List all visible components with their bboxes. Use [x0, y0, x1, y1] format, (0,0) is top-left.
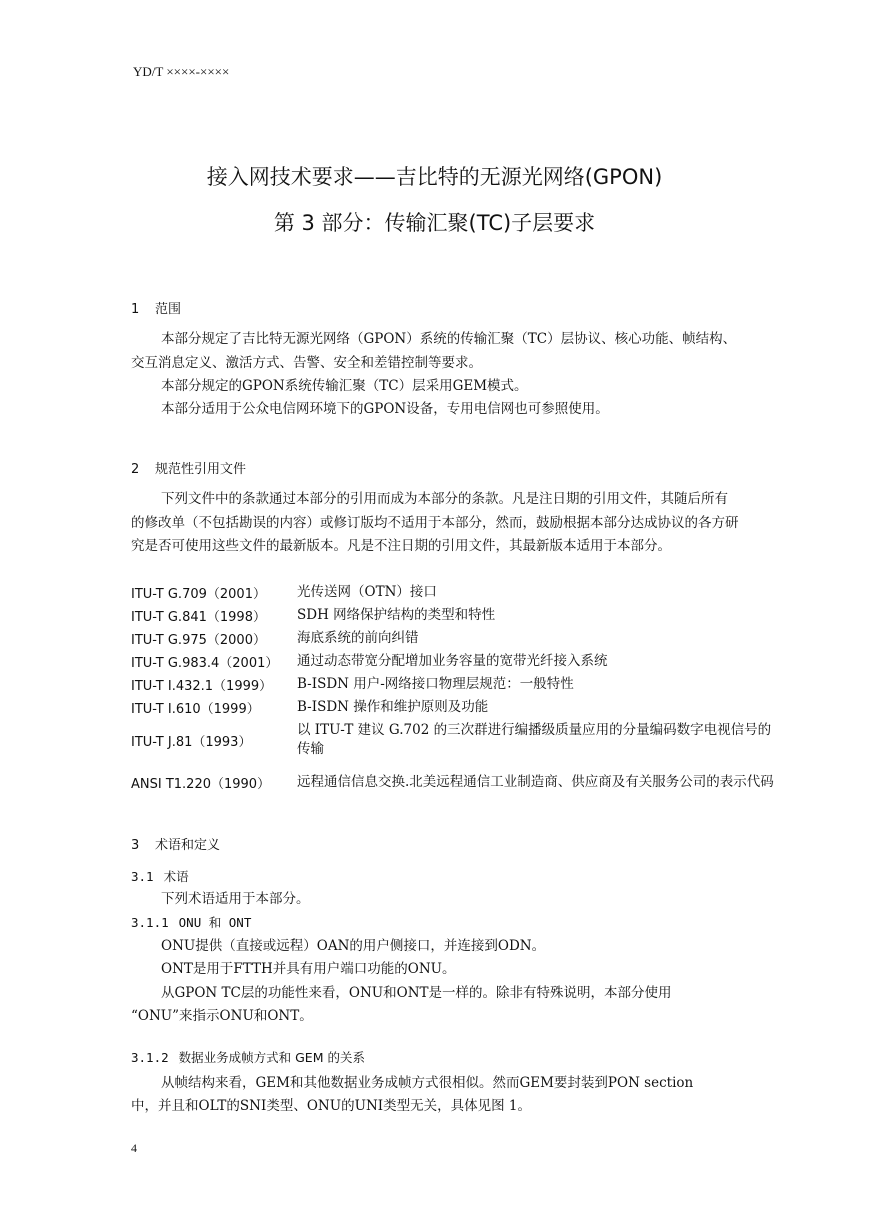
section-1-heading [131, 298, 181, 317]
section-number: 2 [131, 462, 140, 477]
subsection-title: 术语 [163, 869, 189, 884]
reference-code: ITU-T G.983.4（2001） [131, 656, 279, 671]
reference-row [131, 696, 775, 719]
definition-line-2: ONT是用于FTTH并具有用户端口功能的ONU。 [161, 961, 456, 977]
reference-row [131, 673, 775, 696]
reference-row [131, 761, 775, 803]
reference-row [131, 604, 775, 627]
section-title: 范围 [155, 302, 182, 317]
subsection-number: 3.1 [131, 869, 154, 884]
reference-title: 通过动态带宽分配增加业务容量的宽带光纤接入系统 [297, 653, 608, 669]
reference-title: B-ISDN 操作和维护原则及功能 [297, 699, 489, 715]
section-1-paragraph-2: 本部分规定的GPON系统传输汇聚（TC）层采用GEM模式。 [161, 378, 528, 394]
reference-code: ITU-T G.975（2000） [131, 633, 266, 648]
reference-title: 海底系统的前向纠错 [297, 630, 419, 646]
subsection-title: 数据业务成帧方式和 GEM 的关系 [178, 1050, 365, 1065]
subsection-3-1-1-heading [131, 913, 251, 931]
reference-title: SDH 网络保护结构的类型和特性 [297, 607, 496, 623]
definition-line-3: 从GPON TC层的功能性来看，ONU和ONT是一样的。除非有特殊说明，本部分使用 [161, 985, 672, 1001]
subsection-title: ONU 和 ONT [178, 915, 252, 930]
reference-row [131, 719, 775, 761]
document-title: 接入网技术要求——吉比特的无源光网络(GPON) [206, 165, 663, 189]
subsection-3-1-intro: 下列术语适用于本部分。 [161, 891, 310, 907]
subsection-number: 3.1.2 [131, 1050, 169, 1065]
subsection-3-1-heading [131, 867, 189, 885]
part-title: 第 3 部分：传输汇聚(TC)子层要求 [273, 211, 596, 235]
definition-line-1: ONU提供（直接或远程）OAN的用户侧接口，并连接到ODN。 [161, 938, 546, 954]
reference-code: ANSI T1.220（1990） [131, 776, 271, 792]
reference-title: 以 ITU-T 建议 G.702 的三次群进行编播级质量应用的分量编码数字电视信号的传输 [297, 722, 772, 757]
reference-code: ITU-T G.709（2001） [131, 587, 266, 602]
reference-table [131, 581, 775, 803]
relationship-line-1: 从帧结构来看，GEM和其他数据业务成帧方式很相似。然而GEM要封装到PON section [161, 1075, 694, 1091]
reference-code: ITU-T G.841（1998） [131, 610, 266, 625]
section-2-intro: 下列文件中的条款通过本部分的引用而成为本部分的条款。凡是注日期的引用文件，其随后所有的修改单（不包括勘误的内容）或修订版均不适用于本部分，然而，鼓励根据本部分达成协议的各方研究是否可使用这些文件的最新版本。凡是不注日期的引用文件，其最新版本适用于本部分。 [131, 491, 739, 554]
subsection-3-1-2-heading [131, 1048, 365, 1066]
page-number: 4 [131, 1141, 137, 1155]
section-title: 术语和定义 [155, 838, 221, 853]
subsection-number: 3.1.1 [131, 915, 169, 930]
relationship-line-2: 中，并且和OLT的SNI类型、ONU的UNI类型无关，具体见图 1。 [131, 1098, 531, 1114]
reference-row [131, 650, 775, 673]
document-code: YD/T ××××-×××× [133, 64, 230, 79]
section-1-paragraph-3: 本部分适用于公众电信网环境下的GPON设备，专用电信网也可参照使用。 [161, 401, 609, 417]
reference-code: ITU-T I.610（1999） [131, 702, 260, 717]
section-number: 1 [131, 302, 140, 317]
section-2-heading [131, 458, 246, 477]
reference-title: 远程通信信息交换.北美远程通信工业制造商、供应商及有关服务公司的表示代码 [297, 773, 774, 790]
section-1-paragraph-1: 本部分规定了吉比特无源光网络（GPON）系统的传输汇聚（TC）层协议、核心功能、帧结构、交互消息定义、激活方式、告警、安全和差错控制等要求。 [131, 331, 737, 371]
reference-title: B-ISDN 用户-网络接口物理层规范：一般特性 [297, 676, 574, 692]
reference-title: 光传送网（OTN）接口 [297, 584, 437, 600]
section-number: 3 [131, 838, 140, 853]
reference-row [131, 581, 775, 604]
definition-line-4: “ONU”来指示ONU和ONT。 [131, 1008, 313, 1024]
reference-code: ITU-T J.81（1993） [131, 734, 252, 750]
section-title: 规范性引用文件 [155, 462, 247, 477]
section-3-heading [131, 834, 220, 853]
reference-row [131, 627, 775, 650]
reference-code: ITU-T I.432.1（1999） [131, 679, 273, 694]
